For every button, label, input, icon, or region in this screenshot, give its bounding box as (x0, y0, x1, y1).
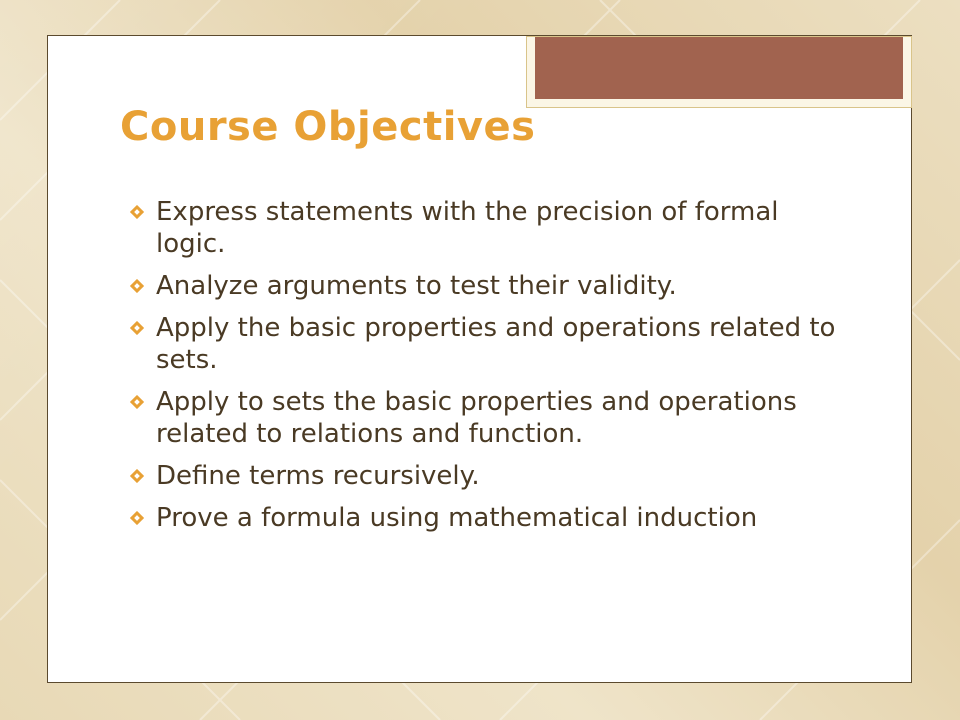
diamond-square-bullet-icon (130, 199, 156, 225)
diamond-square-bullet-icon (130, 389, 156, 415)
objective-text: Prove a formula using mathematical induction (156, 503, 758, 533)
objective-text: Define terms recursively. (156, 461, 480, 491)
list-item (130, 270, 850, 302)
list-item (130, 460, 850, 492)
objectives-list (130, 196, 850, 544)
list-item (130, 196, 850, 260)
diamond-square-bullet-icon (130, 463, 156, 489)
objective-text: Analyze arguments to test their validity. (156, 271, 677, 301)
title-accent-tab (526, 36, 912, 108)
diamond-square-bullet-icon (130, 315, 156, 341)
list-item (130, 502, 850, 534)
diamond-square-bullet-icon (130, 273, 156, 299)
title-accent-block (535, 37, 903, 99)
diamond-square-bullet-icon (130, 505, 156, 531)
objective-text: Express statements with the precision of formal logic. (156, 197, 779, 259)
slide-title: Course Objectives (120, 104, 536, 150)
objective-text: Apply to sets the basic properties and operations related to relations and function. (156, 387, 797, 449)
list-item (130, 312, 850, 376)
objective-text: Apply the basic properties and operations related to sets. (156, 313, 836, 375)
list-item (130, 386, 850, 450)
